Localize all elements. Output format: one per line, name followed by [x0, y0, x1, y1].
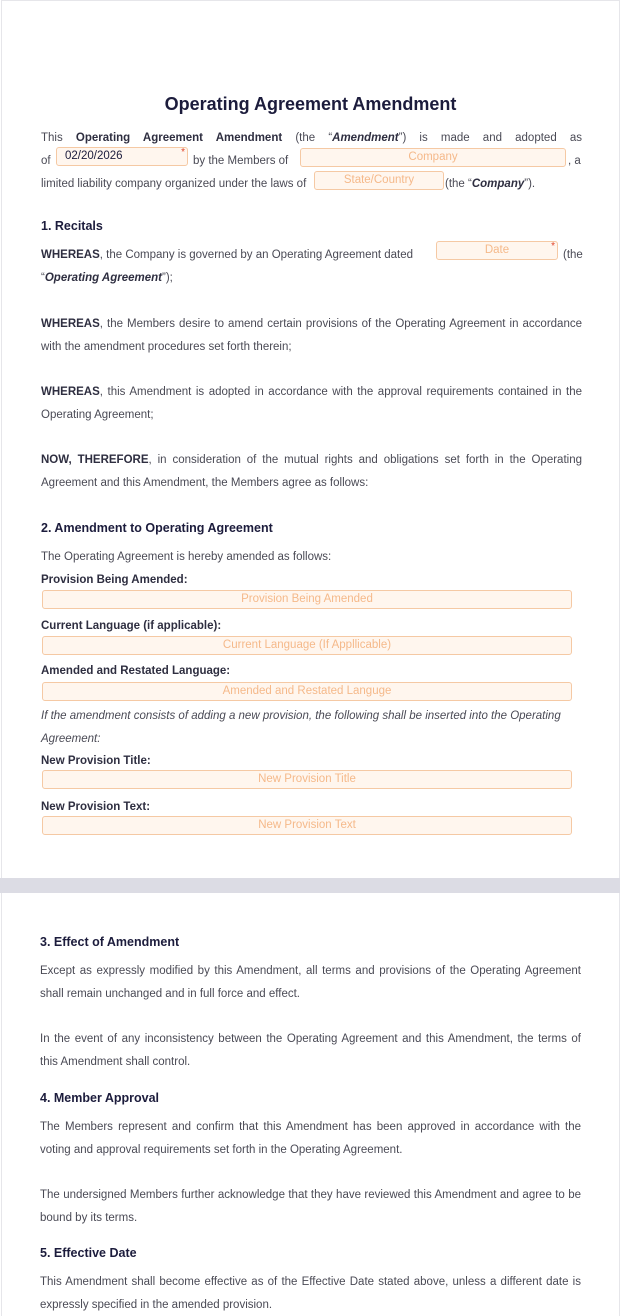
approval-heading: 4. Member Approval [40, 1091, 160, 1105]
document-title: Operating Agreement Amendment [164, 94, 457, 114]
whereas-text: , this Amendment is adopted in accordance with the approval requirements contained in the [99, 386, 582, 398]
effective-date-heading: 5. Effective Date [40, 1246, 137, 1260]
required-asterisk: * [551, 241, 555, 252]
new-provision-title-placeholder: New Provision Title [258, 773, 356, 785]
now-therefore-text: , in consideration of the mutual rights and obligations set forth in the Operating [148, 454, 582, 466]
approval-p1-line-2: voting and approval requirements set forth in the Operating Agreement. [40, 1144, 403, 1156]
quote-mark: ”); [162, 272, 173, 284]
effect-p1-line-2: shall remain unchanged and in full force and effect. [40, 988, 300, 1000]
company-field[interactable] [300, 148, 566, 167]
required-asterisk: * [181, 147, 185, 158]
adoption-date-value: 02/20/2026 [65, 150, 123, 162]
operating-agreement-defined-term: Operating Agreement [44, 272, 162, 284]
current-language-label: Current Language (if applicable): [41, 620, 222, 632]
whereas-text: , the Members desire to amend certain provisions of the Operating Agreement in accordance [99, 318, 582, 330]
whereas-label: WHEREAS [41, 249, 100, 261]
effective-p1-line-1: This Amendment shall become effective as of the Effective Date stated above, unless a different date is [40, 1276, 581, 1288]
adoption-date-field[interactable] [56, 147, 188, 166]
recitals-heading: 1. Recitals [41, 219, 103, 233]
approval-p2-line-2: bound by its terms. [40, 1212, 138, 1224]
new-provision-note-line-2: Agreement: [41, 733, 101, 745]
whereas-3-line-2: Operating Agreement; [41, 409, 154, 421]
now-therefore-line-2: Agreement and this Amendment, the Members agree as follows: [41, 477, 369, 489]
whereas-text: , the Company is governed by an Operating Agreement dated [99, 249, 414, 261]
amendment-intro: The Operating Agreement is hereby amended as follows: [41, 551, 332, 563]
amendment-defined-term: Amendment [332, 132, 399, 144]
whereas-3-line-1 [41, 386, 582, 398]
agreement-date-field[interactable] [436, 241, 558, 260]
approval-p2-line-1: The undersigned Members further acknowledge that they have reviewed this Amendment and agree to be [40, 1189, 581, 1201]
new-provision-text-field[interactable] [42, 816, 572, 835]
new-provision-text-placeholder: New Provision Text [258, 819, 356, 831]
effect-p1-line-1: Except as expressly modified by this Amendment, all terms and provisions of the Operating Agreement [40, 965, 581, 977]
the-company-text-part: ”). [524, 178, 536, 190]
current-language-placeholder: Current Language (If Appllicable) [222, 639, 392, 651]
intro-line-1 [41, 132, 582, 144]
whereas-1-line-2 [41, 272, 173, 284]
company-defined-term: Company [471, 178, 525, 190]
effect-heading: 3. Effect of Amendment [40, 935, 180, 949]
quote-mark: “ [41, 272, 45, 284]
amended-language-label: Amended and Restated Language: [41, 665, 231, 677]
of-text: of [41, 155, 51, 167]
whereas-2-line-2: with the amendment procedures set forth therein; [41, 341, 292, 353]
whereas-1-line-1 [41, 249, 413, 261]
effective-p1-line-2: expressly specified in the amended provision. [40, 1299, 273, 1311]
whereas-label: WHEREAS [41, 386, 100, 398]
approval-p1-line-1: The Members represent and confirm that this Amendment has been approved in accordance with the [40, 1121, 581, 1133]
intro-text: This [41, 132, 63, 144]
state-country-field[interactable] [314, 171, 444, 190]
intro-text: (the “ [295, 132, 333, 144]
current-language-field[interactable] [42, 636, 572, 655]
provision-placeholder: Provision Being Amended [241, 593, 373, 605]
whereas-label: WHEREAS [41, 318, 100, 330]
the-text: (the [563, 249, 583, 261]
effect-p2-line-1: In the event of any inconsistency between the Operating Agreement and this Amendment, the terms of [40, 1033, 581, 1045]
the-company-text [445, 178, 535, 190]
page-separator [0, 878, 620, 893]
provision-label: Provision Being Amended: [41, 574, 188, 586]
llc-text: limited liability company organized under the laws of [41, 178, 307, 190]
amendment-heading: 2. Amendment to Operating Agreement [41, 521, 273, 535]
comma-a-text: , a [568, 155, 581, 167]
whereas-2-line-1 [41, 318, 582, 330]
the-company-text-part: (the “ [445, 178, 472, 190]
document-page-1 [1, 0, 620, 879]
intro-text: ”) is made and adopted as [398, 132, 583, 144]
company-placeholder: Company [408, 151, 458, 163]
amended-language-placeholder: Amended and Restated Languge [222, 685, 392, 697]
agreement-date-placeholder: Date [484, 244, 510, 256]
now-therefore-line-1 [41, 454, 582, 466]
provision-being-amended-field[interactable] [42, 590, 572, 609]
new-provision-text-label: New Provision Text: [41, 801, 151, 813]
by-members-text: by the Members of [193, 155, 289, 167]
amended-language-field[interactable] [42, 682, 572, 701]
state-country-placeholder: State/Country [343, 174, 415, 186]
new-provision-note-line-1: If the amendment consists of adding a new provision, the following shall be inserted into the Operating [41, 710, 561, 722]
new-provision-title-field[interactable] [42, 770, 572, 789]
now-therefore-label: NOW, THEREFORE [41, 454, 149, 466]
effect-p2-line-2: this Amendment shall control. [40, 1056, 191, 1068]
new-provision-title-label: New Provision Title: [41, 755, 151, 767]
intro-doc-name: Operating Agreement Amendment [75, 132, 283, 144]
